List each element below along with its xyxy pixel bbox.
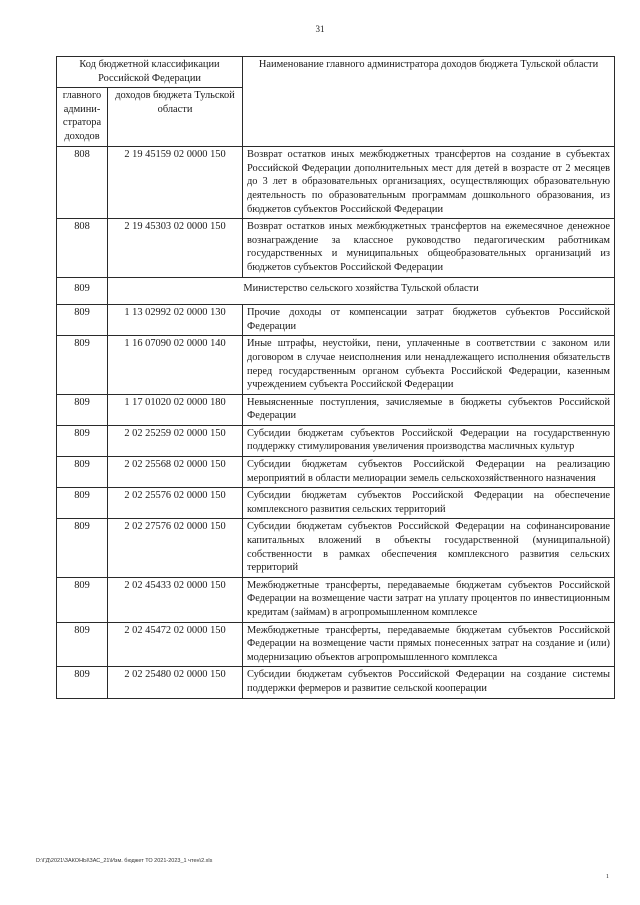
table-row [57,667,615,698]
income-code-cell: 2 02 25568 02 0000 150 [108,457,243,488]
income-code-cell: 1 13 02992 02 0000 130 [108,305,243,336]
income-code-cell: 2 02 27576 02 0000 150 [108,519,243,577]
table-row [57,457,615,488]
table-row [57,336,615,394]
table-row [57,488,615,519]
income-name-cell: Прочие доходы от компенсации затрат бюджетов субъектов Российской Федерации [243,305,615,336]
section-row [57,277,615,305]
income-code-cell: 2 02 25480 02 0000 150 [108,667,243,698]
income-name-cell: Субсидии бюджетам субъектов Российской Федерации на государственную поддержку стимулирования увеличения производства масличных культур [243,425,615,456]
corner-mark: 1 [606,874,609,880]
section-admin-code-cell: 809 [57,277,108,305]
admin-code-cell: 809 [57,425,108,456]
income-name-cell: Субсидии бюджетам субъектов Российской Федерации на софинансирование капитальных вложений в объекты государственной (муниципальной) собственности в рамках обеспечения комплексного развития сельских территорий [243,519,615,577]
file-path-footer: D:\ГД\2021\ЗАКОНЫ\ЗАС_21\Изм. бюджет ТО 2021-2023_1 чтен\2.xls [36,858,213,864]
admin-code-cell: 809 [57,305,108,336]
table-row [57,622,615,667]
header-income-column: доходов бюджета Тульской области [108,88,243,147]
header-code-group: Код бюджетной классификации Российской Федерации [57,57,243,88]
income-name-cell: Межбюджетные трансферты, передаваемые бюджетам субъектов Российской Федерации на возмещение части прямых понесенных затрат на создание и (или) модернизацию объектов агропромышленного комплекса [243,622,615,667]
section-title-cell: Министерство сельского хозяйства Тульской области [108,277,615,305]
admin-code-cell: 809 [57,394,108,425]
header-row-group [57,57,615,88]
table-row [57,394,615,425]
income-name-cell: Возврат остатков иных межбюджетных трансфертов на создание в субъектах Российской Федерации дополнительных мест для детей в возрасте от 2 месяцев до 3 лет в образовательных организациях, осуществляющих образовательную деятельность по образовательным программам дошкольного образования, из бюджетов субъектов Российской Федерации [243,147,615,219]
budget-classification-table [56,56,615,699]
income-name-cell: Иные штрафы, неустойки, пени, уплаченные в соответствии с законом или договором в случае неисполнения или ненадлежащего исполнения обязательств перед государственным органом субъекта Российской Федерации, казенным учреждением субъекта Российской Федерации [243,336,615,394]
table-row [57,147,615,219]
income-name-cell: Субсидии бюджетам субъектов Российской Федерации на обеспечение комплексного развития сельских территорий [243,488,615,519]
admin-code-cell: 809 [57,488,108,519]
admin-code-cell: 809 [57,667,108,698]
admin-code-cell: 809 [57,622,108,667]
admin-code-cell: 809 [57,336,108,394]
income-code-cell: 2 19 45159 02 0000 150 [108,147,243,219]
income-code-cell: 2 02 25259 02 0000 150 [108,425,243,456]
income-name-cell: Возврат остатков иных межбюджетных трансфертов на ежемесячное денежное вознаграждение за классное руководство педагогическим работникам государственных и муниципальных общеобразовательных организаций из бюджетов субъектов Российской Федерации [243,219,615,277]
page-number: 31 [315,24,325,34]
table-row [57,219,615,277]
admin-code-cell: 809 [57,519,108,577]
header-name-column: Наименование главного администратора доходов бюджета Тульской области [243,57,615,147]
income-name-cell: Субсидии бюджетам субъектов Российской Федерации на реализацию мероприятий в области мелиорации земель сельскохозяйственного назначения [243,457,615,488]
income-name-cell: Субсидии бюджетам субъектов Российской Федерации на создание системы поддержки фермеров и развитие сельской кооперации [243,667,615,698]
table-row [57,519,615,577]
admin-code-cell: 808 [57,219,108,277]
income-code-cell: 2 19 45303 02 0000 150 [108,219,243,277]
admin-code-cell: 809 [57,577,108,622]
income-code-cell: 1 17 01020 02 0000 180 [108,394,243,425]
income-code-cell: 2 02 45433 02 0000 150 [108,577,243,622]
table-row [57,577,615,622]
header-admin-column: главного админи-стратора доходов [57,88,108,147]
table-row [57,425,615,456]
admin-code-cell: 809 [57,457,108,488]
income-name-cell: Межбюджетные трансферты, передаваемые бюджетам субъектов Российской Федерации на возмещение части затрат на уплату процентов по инвестиционным кредитам (займам) в агропромышленном комплексе [243,577,615,622]
admin-code-cell: 808 [57,147,108,219]
income-code-cell: 1 16 07090 02 0000 140 [108,336,243,394]
income-code-cell: 2 02 45472 02 0000 150 [108,622,243,667]
income-code-cell: 2 02 25576 02 0000 150 [108,488,243,519]
table-row [57,305,615,336]
income-name-cell: Невыясненные поступления, зачисляемые в бюджеты субъектов Российской Федерации [243,394,615,425]
